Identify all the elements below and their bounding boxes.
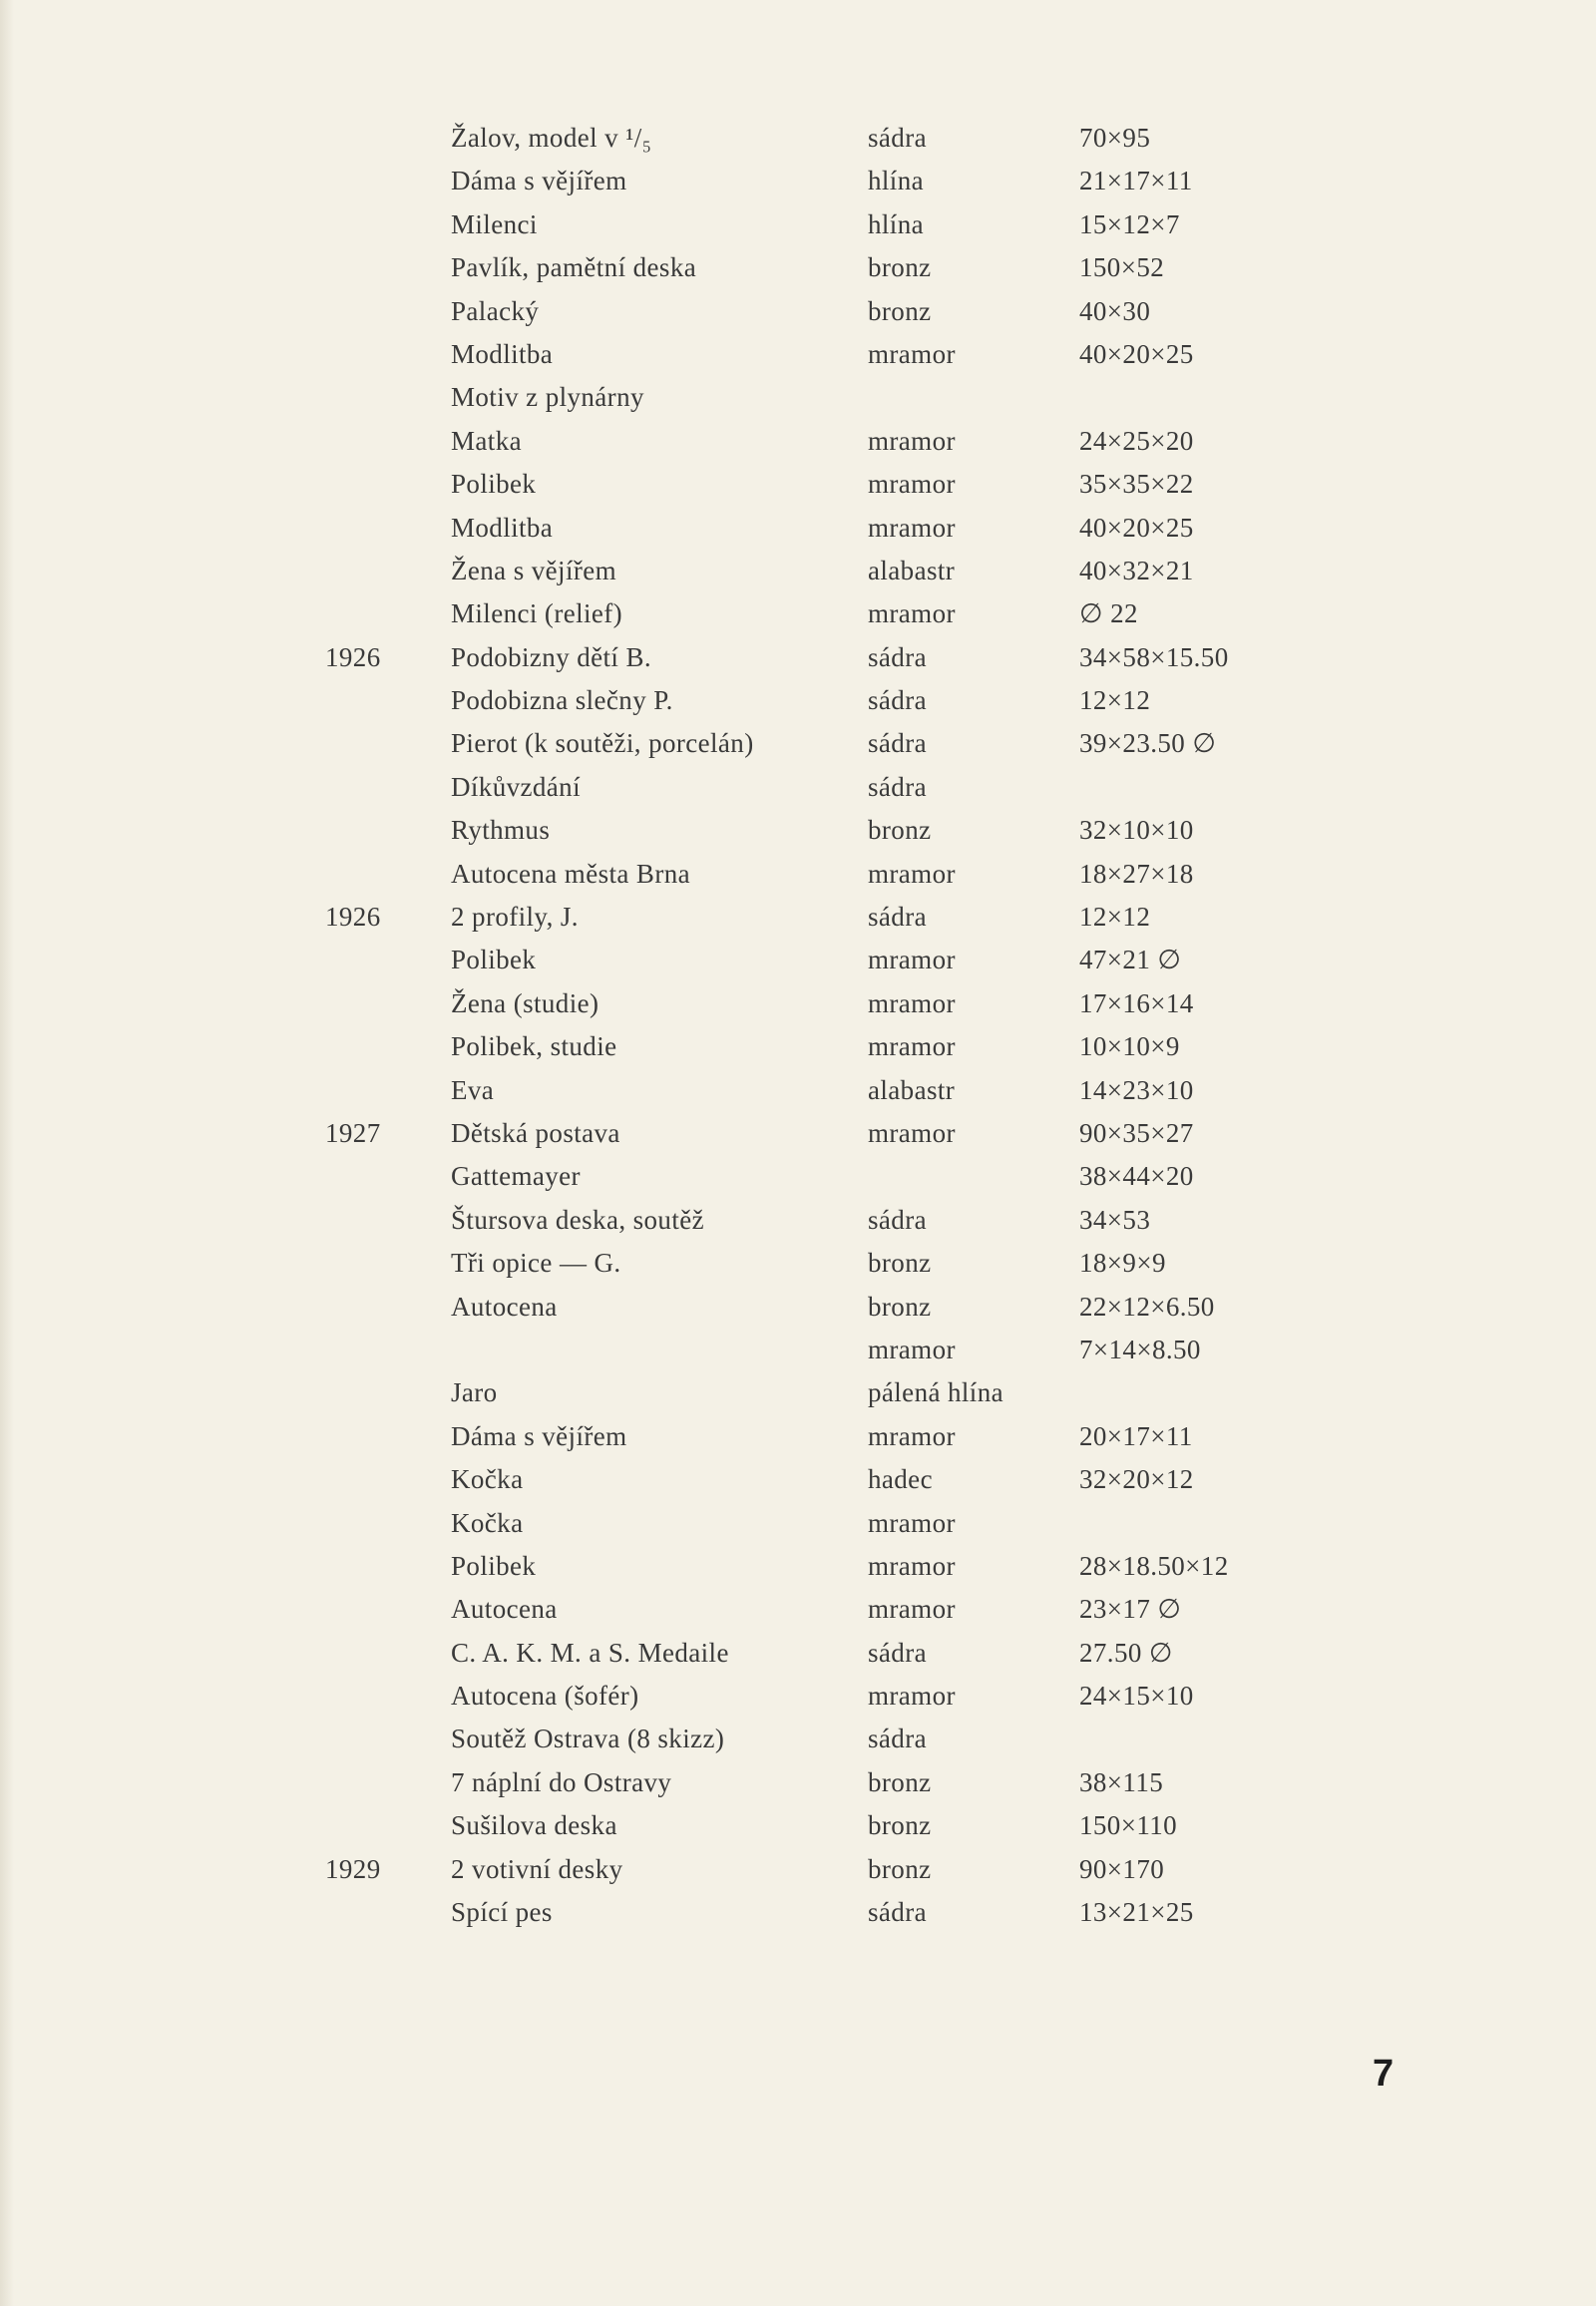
- catalog-row: [0, 1112, 1596, 1155]
- work-material: mramor: [868, 1550, 956, 1581]
- work-dimensions: 34×53: [1079, 1204, 1151, 1235]
- work-material: bronz: [868, 252, 932, 283]
- catalog-row: [0, 463, 1596, 506]
- catalog-row: [0, 1804, 1596, 1847]
- work-dimensions: 12×12: [1079, 685, 1151, 716]
- work-material: hlína: [868, 166, 924, 196]
- work-material: sádra: [868, 685, 927, 716]
- work-dimensions: 14×23×10: [1079, 1074, 1194, 1105]
- work-title: Milenci: [451, 208, 538, 239]
- work-material: bronz: [868, 815, 932, 846]
- work-material: alabastr: [868, 555, 956, 585]
- catalog-row: [0, 1761, 1596, 1804]
- work-material: mramor: [868, 512, 956, 543]
- catalog-row: [0, 1588, 1596, 1631]
- work-title: Podobizna slečny P.: [451, 685, 673, 716]
- catalog-row: [0, 1458, 1596, 1501]
- work-material: mramor: [868, 598, 956, 629]
- catalog-row: [0, 1415, 1596, 1458]
- catalog-row: [0, 376, 1596, 419]
- work-dimensions: 32×20×12: [1079, 1464, 1194, 1495]
- work-dimensions: 23×17 ∅: [1079, 1594, 1182, 1625]
- work-title: Pierot (k soutěži, porcelán): [451, 728, 754, 759]
- work-title: Polibek: [451, 1550, 537, 1581]
- work-material: mramor: [868, 987, 956, 1018]
- work-material: bronz: [868, 1248, 932, 1279]
- catalog-row: [0, 1675, 1596, 1718]
- work-dimensions: 13×21×25: [1079, 1897, 1194, 1928]
- work-title: Dáma s vějířem: [451, 1420, 627, 1451]
- work-title: Díkůvzdání: [451, 771, 581, 802]
- work-material: bronz: [868, 1853, 932, 1884]
- work-title: Autocena města Brna: [451, 858, 691, 889]
- work-material: mramor: [868, 858, 956, 889]
- work-dimensions: 39×23.50 ∅: [1079, 728, 1217, 759]
- work-material: bronz: [868, 1810, 932, 1841]
- work-title: 2 profily, J.: [451, 902, 579, 933]
- work-title: Rythmus: [451, 815, 551, 846]
- catalog-row: [0, 290, 1596, 333]
- catalog-row: [0, 982, 1596, 1025]
- work-material: sádra: [868, 1724, 927, 1754]
- catalog-row: [0, 1242, 1596, 1285]
- work-dimensions: 47×21 ∅: [1079, 945, 1182, 975]
- work-title: Štursova deska, soutěž: [451, 1204, 705, 1235]
- work-title: Dáma s vějířem: [451, 166, 627, 196]
- work-year: 1926: [325, 641, 381, 672]
- work-material: sádra: [868, 641, 927, 672]
- catalog-row: [0, 507, 1596, 550]
- catalog-row: [0, 333, 1596, 376]
- work-material: sádra: [868, 123, 927, 153]
- catalog-row: [0, 1155, 1596, 1198]
- catalog-row: [0, 1632, 1596, 1675]
- work-title: Dětská postava: [451, 1117, 620, 1148]
- work-dimensions: 21×17×11: [1079, 166, 1193, 196]
- catalog-row: [0, 1069, 1596, 1112]
- work-title: Spící pes: [451, 1897, 553, 1928]
- work-title: Autocena (šofér): [451, 1681, 639, 1712]
- work-title: Žena s vějířem: [451, 555, 617, 585]
- work-title: Modlitba: [451, 338, 554, 369]
- work-dimensions: 20×17×11: [1079, 1420, 1193, 1451]
- work-title: Modlitba: [451, 512, 554, 543]
- work-dimensions: 38×44×20: [1079, 1161, 1194, 1192]
- work-dimensions: 10×10×9: [1079, 1031, 1180, 1062]
- work-material: mramor: [868, 1334, 956, 1364]
- work-dimensions: 24×15×10: [1079, 1681, 1194, 1712]
- work-material: hlína: [868, 208, 924, 239]
- catalog-row: [0, 117, 1596, 160]
- work-title: Eva: [451, 1074, 495, 1105]
- work-title: Pavlík, pamětní deska: [451, 252, 697, 283]
- work-title: Sušilova deska: [451, 1810, 617, 1841]
- catalog-row: [0, 1371, 1596, 1414]
- work-dimensions: 150×52: [1079, 252, 1165, 283]
- catalog-row: [0, 1502, 1596, 1545]
- work-material: mramor: [868, 1507, 956, 1538]
- page-number: 7: [1373, 2053, 1395, 2095]
- work-title: Žalov, model v ¹/₅: [451, 123, 652, 153]
- work-material: sádra: [868, 1897, 927, 1928]
- work-material: mramor: [868, 1420, 956, 1451]
- catalog-row: [0, 1329, 1596, 1371]
- work-material: mramor: [868, 1031, 956, 1062]
- work-title: Polibek: [451, 945, 537, 975]
- work-material: hadec: [868, 1464, 933, 1495]
- work-title: 2 votivní desky: [451, 1853, 623, 1884]
- work-title: Polibek, studie: [451, 1031, 617, 1062]
- work-title: Polibek: [451, 469, 537, 500]
- catalog-row: [0, 420, 1596, 463]
- catalog-row: [0, 160, 1596, 202]
- work-material: sádra: [868, 771, 927, 802]
- catalog-row: [0, 809, 1596, 852]
- work-dimensions: 15×12×7: [1079, 208, 1180, 239]
- work-dimensions: ∅ 22: [1079, 598, 1138, 629]
- work-material: alabastr: [868, 1074, 956, 1105]
- work-material: sádra: [868, 1204, 927, 1235]
- work-dimensions: 12×12: [1079, 902, 1151, 933]
- catalog-row: [0, 1286, 1596, 1329]
- work-title: Jaro: [451, 1377, 498, 1408]
- catalog-row: [0, 592, 1596, 635]
- catalog-row: [0, 679, 1596, 722]
- catalog-row: [0, 1848, 1596, 1891]
- work-title: Tři opice — G.: [451, 1248, 621, 1279]
- work-year: 1927: [325, 1117, 381, 1148]
- work-dimensions: 18×27×18: [1079, 858, 1194, 889]
- work-title: Milenci (relief): [451, 598, 623, 629]
- work-material: bronz: [868, 1291, 932, 1322]
- work-year: 1926: [325, 902, 381, 933]
- work-material: sádra: [868, 902, 927, 933]
- work-title: Žena (studie): [451, 987, 599, 1018]
- work-dimensions: 150×110: [1079, 1810, 1178, 1841]
- catalog-row: [0, 1025, 1596, 1068]
- catalog-row: [0, 722, 1596, 765]
- work-title: Palacký: [451, 295, 540, 326]
- catalog-row: [0, 203, 1596, 246]
- work-material: mramor: [868, 945, 956, 975]
- work-dimensions: 17×16×14: [1079, 987, 1194, 1018]
- work-dimensions: 22×12×6.50: [1079, 1291, 1215, 1322]
- catalog-row: [0, 246, 1596, 289]
- work-dimensions: 40×20×25: [1079, 338, 1194, 369]
- work-dimensions: 34×58×15.50: [1079, 641, 1229, 672]
- work-title: Kočka: [451, 1464, 524, 1495]
- work-dimensions: 24×25×20: [1079, 425, 1194, 456]
- work-title: 7 náplní do Ostravy: [451, 1766, 672, 1797]
- catalog-row: [0, 1718, 1596, 1760]
- work-material: pálená hlína: [868, 1377, 1003, 1408]
- work-material: mramor: [868, 1594, 956, 1625]
- work-dimensions: 32×10×10: [1079, 815, 1194, 846]
- work-material: mramor: [868, 425, 956, 456]
- catalog-row: [0, 550, 1596, 592]
- work-title: C. A. K. M. a S. Medaile: [451, 1637, 729, 1668]
- work-title: Podobizny dětí B.: [451, 641, 652, 672]
- work-material: mramor: [868, 1681, 956, 1712]
- work-material: sádra: [868, 728, 927, 759]
- work-dimensions: 70×95: [1079, 123, 1151, 153]
- work-title: Gattemayer: [451, 1161, 581, 1192]
- work-dimensions: 18×9×9: [1079, 1248, 1166, 1279]
- work-title: Matka: [451, 425, 522, 456]
- work-title: Autocena: [451, 1594, 558, 1625]
- work-dimensions: 28×18.50×12: [1079, 1550, 1229, 1581]
- catalog-row: [0, 1891, 1596, 1934]
- catalog-row: [0, 1545, 1596, 1588]
- work-dimensions: 40×20×25: [1079, 512, 1194, 543]
- work-dimensions: 27.50 ∅: [1079, 1637, 1173, 1668]
- work-title: Soutěž Ostrava (8 skizz): [451, 1724, 725, 1754]
- work-title: Autocena: [451, 1291, 558, 1322]
- work-material: mramor: [868, 338, 956, 369]
- work-dimensions: 7×14×8.50: [1079, 1334, 1201, 1364]
- catalog-row: [0, 636, 1596, 679]
- work-year: 1929: [325, 1853, 381, 1884]
- work-title: Kočka: [451, 1507, 524, 1538]
- catalog-row: [0, 853, 1596, 896]
- work-material: mramor: [868, 469, 956, 500]
- work-material: mramor: [868, 1117, 956, 1148]
- work-dimensions: 40×30: [1079, 295, 1151, 326]
- works-catalog-list: [0, 117, 1596, 1934]
- catalog-row: [0, 939, 1596, 981]
- catalog-row: [0, 896, 1596, 939]
- work-material: bronz: [868, 295, 932, 326]
- work-dimensions: 90×35×27: [1079, 1117, 1194, 1148]
- work-material: bronz: [868, 1766, 932, 1797]
- work-dimensions: 38×115: [1079, 1766, 1164, 1797]
- catalog-row: [0, 766, 1596, 809]
- work-dimensions: 40×32×21: [1079, 555, 1194, 585]
- work-dimensions: 35×35×22: [1079, 469, 1194, 500]
- work-title: Motiv z plynárny: [451, 382, 644, 413]
- work-material: sádra: [868, 1637, 927, 1668]
- work-dimensions: 90×170: [1079, 1853, 1165, 1884]
- catalog-row: [0, 1199, 1596, 1242]
